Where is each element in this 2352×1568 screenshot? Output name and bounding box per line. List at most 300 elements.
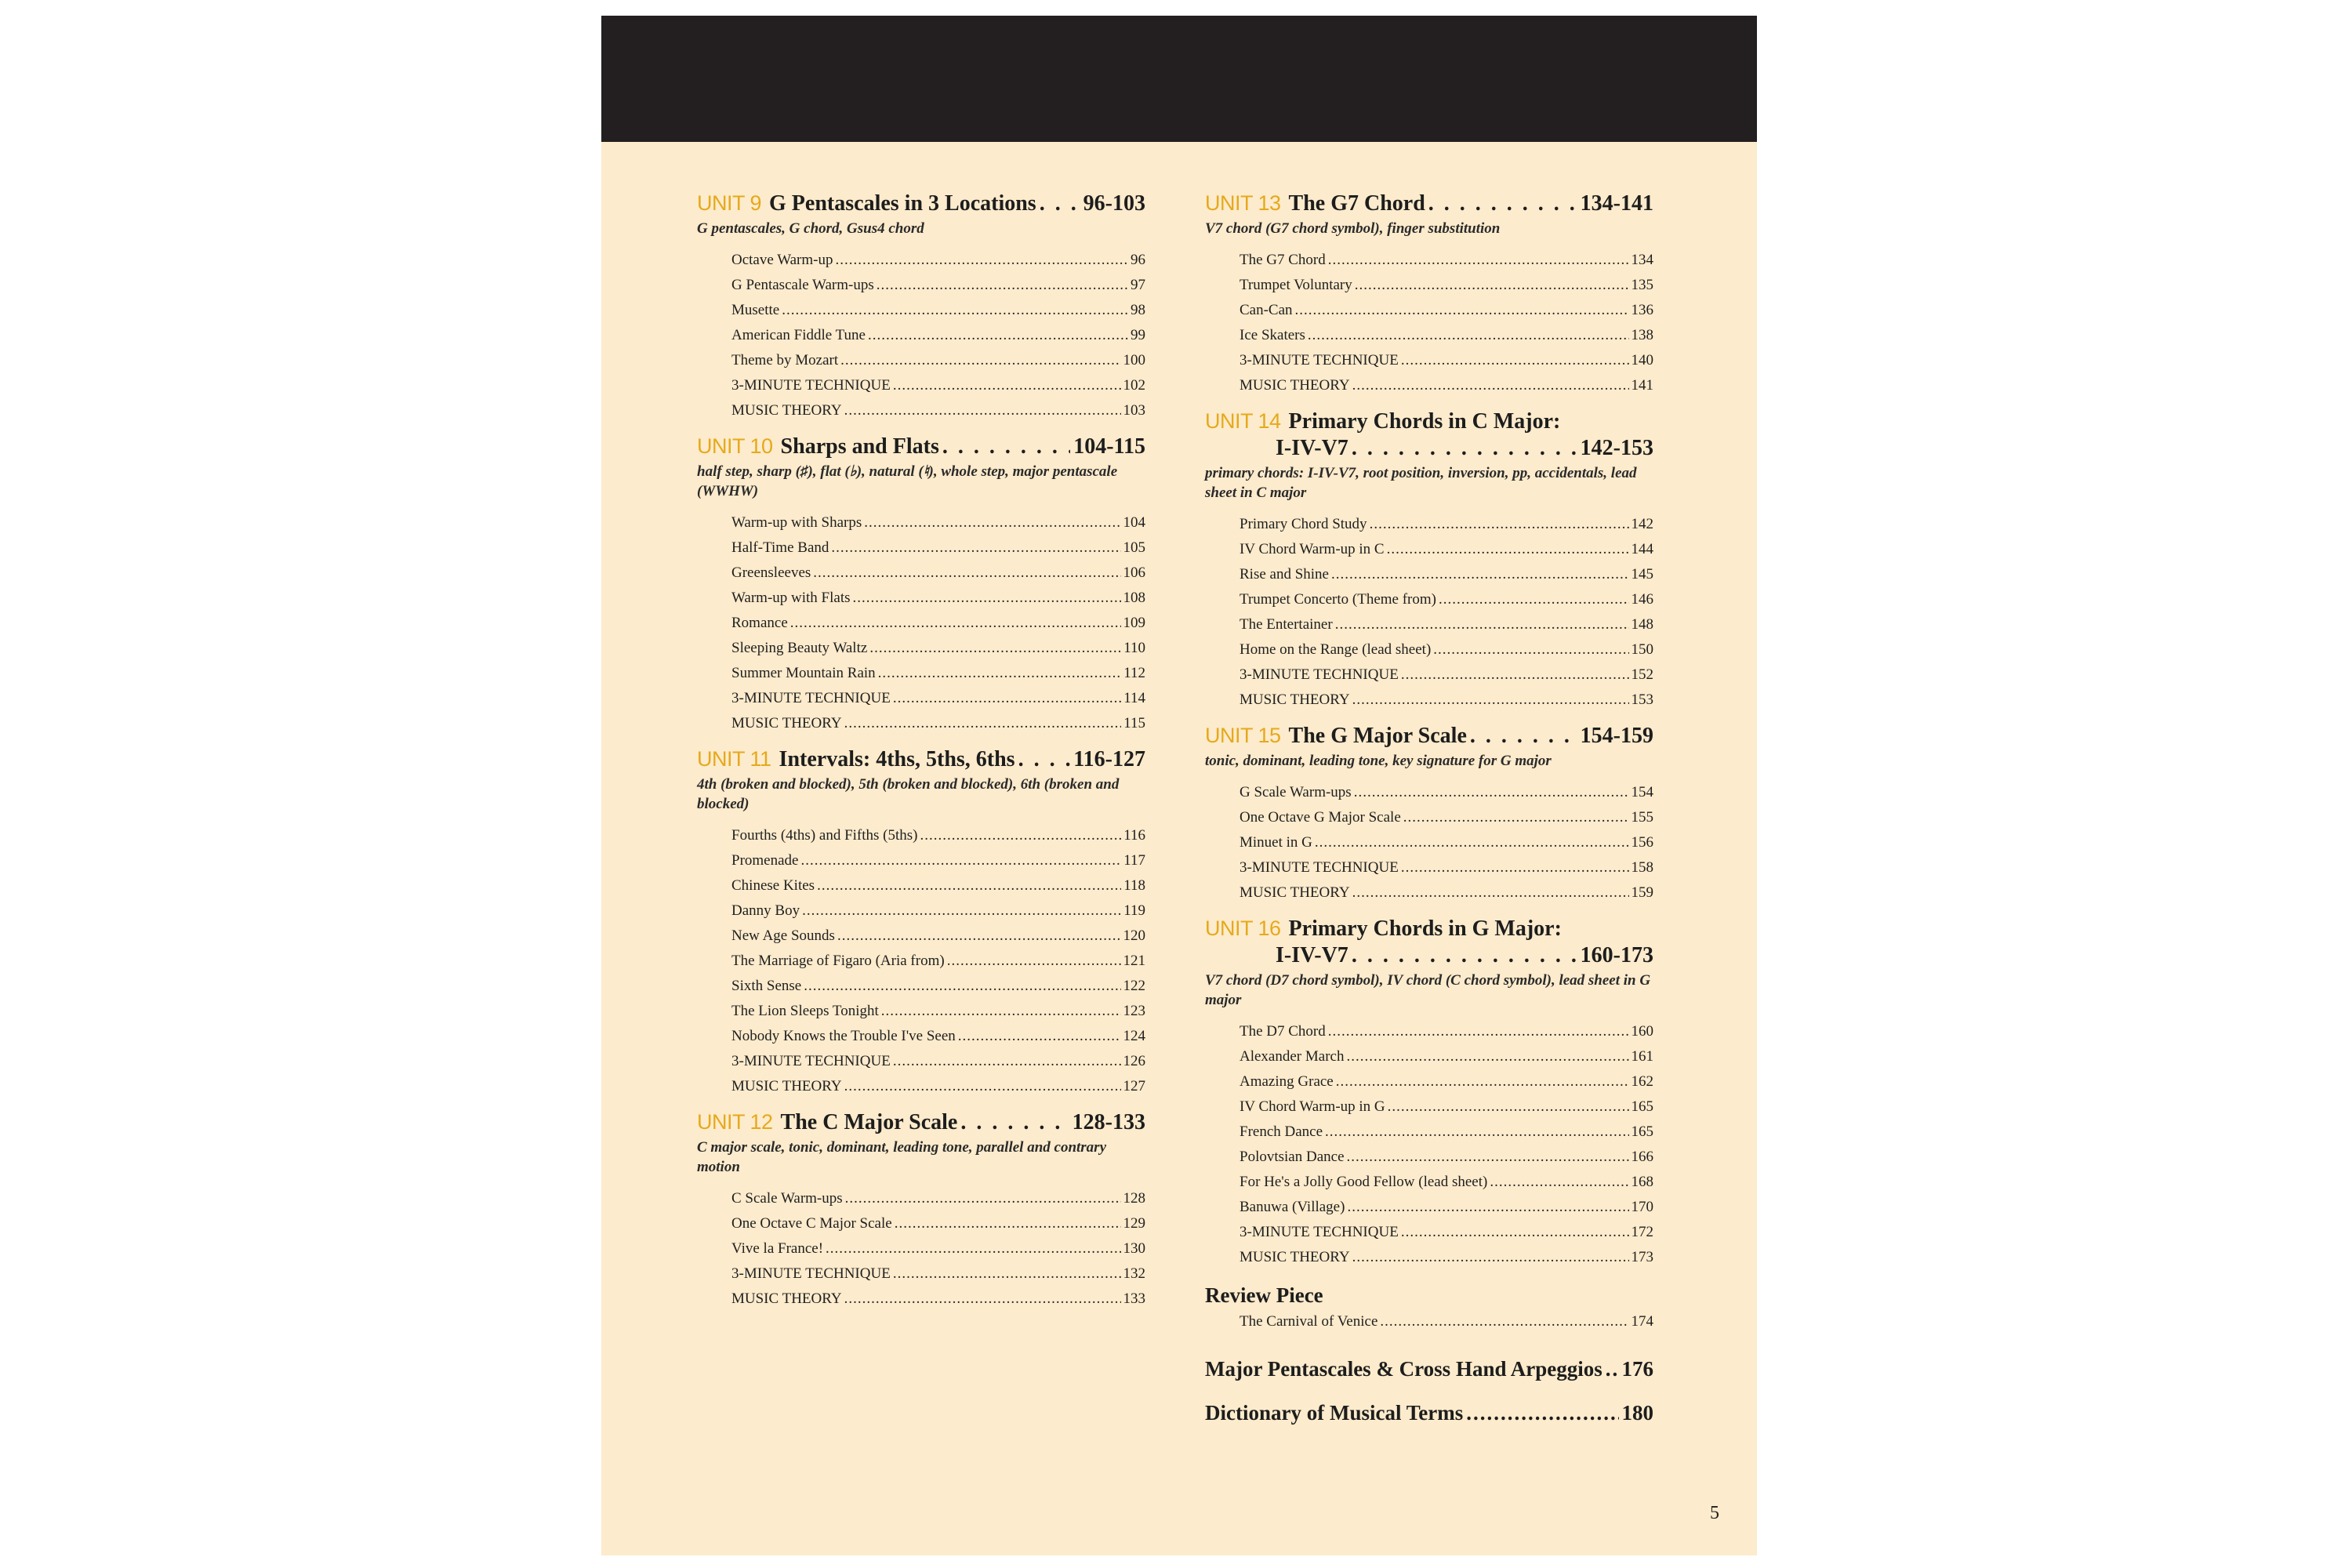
toc-entry[interactable] xyxy=(1240,612,1653,637)
dot-leader xyxy=(1401,348,1629,373)
toc-entry[interactable] xyxy=(731,848,1145,873)
entry-title: MUSIC THEORY xyxy=(731,1290,842,1307)
entry-page: 154 xyxy=(1631,784,1653,800)
toc-entry[interactable] xyxy=(731,1186,1145,1211)
entry-page: 150 xyxy=(1631,641,1653,658)
entry-title: MUSIC THEORY xyxy=(731,715,842,731)
entry-title: The G7 Chord xyxy=(1240,252,1326,268)
unit-section xyxy=(1205,722,1653,906)
entry-title: The Entertainer xyxy=(1240,616,1333,633)
toc-entry[interactable] xyxy=(731,949,1145,974)
dot-leader xyxy=(782,298,1128,323)
dot-leader xyxy=(1388,1094,1629,1120)
unit-section xyxy=(1205,915,1653,1270)
dot-leader xyxy=(844,1287,1121,1312)
unit-subtitle: tonic, dominant, leading tone, key signature for G major xyxy=(1205,753,1552,769)
unit-subtitle: 4th (broken and blocked), 5th (broken and blocked), 6th (broken and blocked) xyxy=(697,776,1120,812)
dot-leader xyxy=(853,586,1121,611)
entry-page: 142 xyxy=(1631,516,1653,532)
dot-leader xyxy=(844,398,1121,423)
appendix-title: Dictionary of Musical Terms xyxy=(1205,1401,1464,1425)
toc-entry[interactable] xyxy=(731,636,1145,661)
unit-label: UNIT 10 xyxy=(697,434,773,458)
entry-page: 127 xyxy=(1123,1078,1145,1094)
entry-title: Summer Mountain Rain xyxy=(731,665,876,681)
unit-heading[interactable] xyxy=(697,746,1145,773)
dot-leader xyxy=(1354,780,1629,805)
dot-leader xyxy=(958,1024,1121,1049)
unit-heading[interactable] xyxy=(697,433,1145,460)
entry-page: 155 xyxy=(1631,809,1653,826)
entry-title: Sixth Sense xyxy=(731,978,802,994)
dot-leader xyxy=(1370,512,1629,537)
entry-title: New Age Sounds xyxy=(731,927,835,944)
toc-entry[interactable] xyxy=(1240,273,1653,298)
toc-entry[interactable] xyxy=(1240,780,1653,805)
dot-leader xyxy=(960,1109,1069,1136)
entry-page: 98 xyxy=(1131,302,1145,318)
entry-page: 105 xyxy=(1123,539,1145,556)
dot-leader xyxy=(864,510,1120,535)
entry-page: 114 xyxy=(1123,690,1145,706)
entry-title: G Pentascale Warm-ups xyxy=(731,277,874,293)
entry-page: 115 xyxy=(1123,715,1145,731)
toc-entry[interactable] xyxy=(1240,805,1653,830)
toc-entry[interactable] xyxy=(731,823,1145,848)
dot-leader xyxy=(1325,1120,1628,1145)
dot-leader xyxy=(1347,1195,1628,1220)
dot-leader xyxy=(895,1211,1121,1236)
entry-title: G Scale Warm-ups xyxy=(1240,784,1352,800)
toc-entry[interactable] xyxy=(731,561,1145,586)
unit-title: Sharps and Flats xyxy=(780,434,939,459)
toc-entry[interactable] xyxy=(731,510,1145,535)
toc-entry[interactable] xyxy=(731,298,1145,323)
entry-page: 112 xyxy=(1123,665,1145,681)
dot-leader xyxy=(893,373,1121,398)
dot-leader xyxy=(1040,191,1080,217)
entry-page: 122 xyxy=(1123,978,1145,994)
entry-title: One Octave C Major Scale xyxy=(731,1215,892,1232)
toc-column-left xyxy=(697,190,1145,1321)
dot-leader xyxy=(837,924,1121,949)
dot-leader xyxy=(817,873,1121,898)
entry-title: For He's a Jolly Good Fellow (lead sheet) xyxy=(1240,1174,1488,1190)
toc-entry[interactable] xyxy=(1240,1145,1653,1170)
entry-title: 3-MINUTE TECHNIQUE xyxy=(731,377,891,394)
entry-title: Home on the Range (lead sheet) xyxy=(1240,641,1432,658)
entry-page: 162 xyxy=(1631,1073,1653,1090)
dot-leader xyxy=(1328,1019,1629,1044)
entry-page: 156 xyxy=(1631,834,1653,851)
dot-leader xyxy=(1335,612,1629,637)
toc-entry[interactable] xyxy=(1240,537,1653,562)
toc-entry[interactable] xyxy=(731,1261,1145,1287)
toc-entry[interactable] xyxy=(1240,1120,1653,1145)
toc-entry[interactable] xyxy=(1240,1170,1653,1195)
entry-page: 126 xyxy=(1123,1053,1145,1069)
entry-page: 108 xyxy=(1123,590,1145,606)
entry-title: 3-MINUTE TECHNIQUE xyxy=(731,1265,891,1282)
entry-page: 170 xyxy=(1631,1199,1653,1215)
dot-leader xyxy=(844,1074,1121,1099)
unit-title: The G7 Chord xyxy=(1288,191,1425,216)
entry-page: 146 xyxy=(1631,591,1653,608)
entry-page: 173 xyxy=(1631,1249,1653,1265)
entry-page: 134 xyxy=(1631,252,1653,268)
dot-leader xyxy=(1403,805,1629,830)
entry-page: 109 xyxy=(1123,615,1145,631)
entry-page: 140 xyxy=(1631,352,1653,368)
dot-leader xyxy=(826,1236,1120,1261)
entry-title: Chinese Kites xyxy=(731,877,815,894)
dot-leader xyxy=(1295,298,1629,323)
unit-section xyxy=(697,746,1145,1099)
entry-title: MUSIC THEORY xyxy=(1240,377,1350,394)
entry-page: 117 xyxy=(1123,852,1145,869)
toc-entry[interactable] xyxy=(1240,373,1653,398)
dot-leader xyxy=(878,661,1122,686)
entry-title: Trumpet Voluntary xyxy=(1240,277,1352,293)
toc-entry[interactable] xyxy=(731,535,1145,561)
unit-subtitle: C major scale, tonic, dominant, leading tone, parallel and contrary motion xyxy=(697,1139,1107,1175)
unit-section xyxy=(1205,190,1653,398)
toc-entry[interactable] xyxy=(1240,880,1653,906)
toc-entry[interactable] xyxy=(1240,587,1653,612)
entry-list xyxy=(1205,512,1653,713)
toc-entry[interactable] xyxy=(1240,662,1653,688)
dot-leader xyxy=(1470,723,1577,750)
appendix-page: 176 xyxy=(1621,1357,1653,1381)
dot-leader xyxy=(942,434,1070,460)
dot-leader xyxy=(790,611,1121,636)
toc-entry[interactable] xyxy=(1240,688,1653,713)
entry-title: 3-MINUTE TECHNIQUE xyxy=(731,690,891,706)
toc-entry[interactable] xyxy=(731,1024,1145,1049)
dot-leader xyxy=(947,949,1121,974)
entry-title: Vive la France! xyxy=(731,1240,824,1257)
entry-page: 128 xyxy=(1123,1190,1145,1207)
toc-entry[interactable] xyxy=(731,273,1145,298)
entry-page: 148 xyxy=(1631,616,1653,633)
dot-leader xyxy=(844,711,1122,736)
dot-leader xyxy=(893,1049,1121,1074)
entry-title: Half-Time Band xyxy=(731,539,829,556)
entry-title: Ice Skaters xyxy=(1240,327,1305,343)
dot-leader xyxy=(1355,273,1629,298)
unit-section xyxy=(697,190,1145,423)
appendix-title: Major Pentascales & Cross Hand Arpeggios xyxy=(1205,1357,1602,1381)
unit-section xyxy=(697,1109,1145,1312)
unit-label: UNIT 11 xyxy=(697,747,771,771)
toc-entry[interactable] xyxy=(731,1211,1145,1236)
entry-title: 3-MINUTE TECHNIQUE xyxy=(1240,666,1399,683)
appendix-entry[interactable] xyxy=(1205,1355,1653,1383)
entry-page: 97 xyxy=(1131,277,1145,293)
unit-pages: 154-159 xyxy=(1580,724,1653,748)
entry-title: IV Chord Warm-up in G xyxy=(1240,1098,1385,1115)
entry-title: MUSIC THEORY xyxy=(731,1078,842,1094)
toc-entry[interactable] xyxy=(1240,512,1653,537)
toc-entry[interactable] xyxy=(731,661,1145,686)
entry-list xyxy=(697,823,1145,1099)
toc-entry[interactable] xyxy=(1240,348,1653,373)
entry-title: Octave Warm-up xyxy=(731,252,833,268)
toc-entry[interactable] xyxy=(1240,1220,1653,1245)
dot-leader xyxy=(840,348,1120,373)
entry-title: French Dance xyxy=(1240,1123,1323,1140)
toc-entry[interactable] xyxy=(1240,248,1653,273)
dot-leader xyxy=(1018,746,1071,773)
entry-page: 104 xyxy=(1123,514,1145,531)
toc-entry[interactable] xyxy=(731,999,1145,1024)
dot-leader xyxy=(1346,1044,1628,1069)
entry-title: American Fiddle Tune xyxy=(731,327,866,343)
dot-leader xyxy=(920,823,1122,848)
entry-page: 138 xyxy=(1631,327,1653,343)
toc-entry[interactable] xyxy=(731,686,1145,711)
entry-page: 132 xyxy=(1123,1265,1145,1282)
entry-list xyxy=(697,510,1145,736)
unit-pages: 142-153 xyxy=(1580,436,1653,460)
entry-title: Primary Chord Study xyxy=(1240,516,1367,532)
unit-heading[interactable] xyxy=(1205,722,1653,750)
dot-leader xyxy=(1606,1355,1619,1383)
entry-page: 96 xyxy=(1131,252,1145,268)
unit-subtitle: V7 chord (D7 chord symbol), IV chord (C chord symbol), lead sheet in G major xyxy=(1205,972,1651,1008)
toc-entry[interactable] xyxy=(1240,1309,1653,1334)
entry-title: MUSIC THEORY xyxy=(1240,884,1350,901)
appendix-entry[interactable] xyxy=(1205,1399,1653,1427)
unit-heading[interactable] xyxy=(1205,408,1653,462)
entry-list xyxy=(1205,1019,1653,1270)
toc-entry[interactable] xyxy=(731,873,1145,898)
entry-title: Nobody Knows the Trouble I've Seen xyxy=(731,1028,956,1044)
dot-leader xyxy=(1315,830,1629,855)
dot-leader xyxy=(800,848,1121,873)
entry-page: 153 xyxy=(1631,691,1653,708)
entry-page: 133 xyxy=(1123,1290,1145,1307)
toc-entry[interactable] xyxy=(1240,1245,1653,1270)
toc-entry[interactable] xyxy=(1240,562,1653,587)
dot-leader xyxy=(877,273,1128,298)
dot-leader xyxy=(1347,1145,1629,1170)
dot-leader xyxy=(1331,562,1629,587)
unit-label: UNIT 15 xyxy=(1205,724,1281,747)
unit-title: G Pentascales in 3 Locations xyxy=(769,191,1036,216)
dot-leader xyxy=(802,898,1121,924)
unit-pages: 128-133 xyxy=(1072,1110,1145,1134)
entry-page: 144 xyxy=(1631,541,1653,557)
entry-list xyxy=(697,248,1145,423)
entry-title: 3-MINUTE TECHNIQUE xyxy=(1240,1224,1399,1240)
unit-section xyxy=(697,433,1145,736)
toc-entry[interactable] xyxy=(731,611,1145,636)
unit-pages: 96-103 xyxy=(1083,191,1145,216)
toc-entry[interactable] xyxy=(1240,1019,1653,1044)
entry-title: Romance xyxy=(731,615,788,631)
toc-entry[interactable] xyxy=(1240,830,1653,855)
dot-leader xyxy=(881,999,1121,1024)
dot-leader xyxy=(1401,855,1629,880)
entry-title: The Carnival of Venice xyxy=(1240,1313,1378,1330)
entry-page: 99 xyxy=(1131,327,1145,343)
toc-entry[interactable] xyxy=(731,1236,1145,1261)
unit-label: UNIT 13 xyxy=(1205,191,1281,215)
entry-page: 152 xyxy=(1631,666,1653,683)
unit-subtitle: G pentascales, G chord, Gsus4 chord xyxy=(697,220,924,237)
unit-heading[interactable] xyxy=(697,190,1145,217)
toc-entry[interactable] xyxy=(1240,855,1653,880)
toc-entry[interactable] xyxy=(731,1074,1145,1099)
entry-title: IV Chord Warm-up in C xyxy=(1240,541,1385,557)
unit-heading[interactable] xyxy=(1205,190,1653,217)
unit-subtitle: primary chords: I-IV-V7, root position, inversion, pp, accidentals, lead sheet in C major xyxy=(1205,465,1637,501)
unit-pages: 160-173 xyxy=(1580,943,1653,967)
entry-title: Theme by Mozart xyxy=(731,352,839,368)
entry-page: 141 xyxy=(1631,377,1653,394)
page-number: 5 xyxy=(1710,1503,1719,1523)
unit-title: Intervals: 4ths, 5ths, 6ths xyxy=(779,747,1015,771)
entry-title: C Scale Warm-ups xyxy=(731,1190,843,1207)
toc-entry[interactable] xyxy=(731,373,1145,398)
entry-title: MUSIC THEORY xyxy=(1240,691,1350,708)
toc-column-right xyxy=(1205,190,1653,1427)
entry-page: 145 xyxy=(1631,566,1653,583)
dot-leader xyxy=(1328,248,1629,273)
unit-heading-line xyxy=(1205,408,1653,435)
entry-page: 165 xyxy=(1631,1098,1653,1115)
toc-entry[interactable] xyxy=(1240,637,1653,662)
unit-label: UNIT 9 xyxy=(697,191,762,215)
unit-pages: 134-141 xyxy=(1580,191,1653,216)
toc-entry[interactable] xyxy=(731,974,1145,999)
unit-heading-line xyxy=(1205,435,1653,462)
unit-heading-line xyxy=(1205,942,1653,969)
dot-leader xyxy=(1352,1245,1629,1270)
entry-title: 3-MINUTE TECHNIQUE xyxy=(1240,859,1399,876)
toc-entry[interactable] xyxy=(731,398,1145,423)
entry-title: 3-MINUTE TECHNIQUE xyxy=(731,1053,891,1069)
dot-leader xyxy=(845,1186,1121,1211)
entry-page: 130 xyxy=(1123,1240,1145,1257)
dot-leader xyxy=(813,561,1120,586)
toc-entry[interactable] xyxy=(731,323,1145,348)
entry-page: 159 xyxy=(1631,884,1653,901)
entry-page: 174 xyxy=(1631,1313,1653,1330)
unit-title: Primary Chords in G Major: xyxy=(1288,916,1562,941)
entry-page: 136 xyxy=(1631,302,1653,318)
entry-page: 103 xyxy=(1123,402,1145,419)
toc-entry[interactable] xyxy=(731,1287,1145,1312)
dot-leader xyxy=(1439,587,1629,612)
entry-page: 121 xyxy=(1123,953,1145,969)
entry-page: 129 xyxy=(1123,1215,1145,1232)
entry-page: 124 xyxy=(1123,1028,1145,1044)
entry-title: Banuwa (Village) xyxy=(1240,1199,1345,1215)
unit-label: UNIT 14 xyxy=(1205,409,1281,433)
unit-heading-line xyxy=(1205,915,1653,942)
entry-list xyxy=(1205,248,1653,398)
toc-entry[interactable] xyxy=(731,924,1145,949)
toc-entry[interactable] xyxy=(1240,1195,1653,1220)
dot-leader xyxy=(1352,880,1629,906)
unit-title-continued: I-IV-V7 xyxy=(1276,943,1348,967)
entry-title: Amazing Grace xyxy=(1240,1073,1334,1090)
unit-subtitle: half step, sharp (♯), flat (♭), natural (♮), whole step, major pentascale (WWHW) xyxy=(697,463,1118,499)
book-page xyxy=(601,16,1757,1555)
dot-leader xyxy=(893,686,1121,711)
unit-heading[interactable] xyxy=(1205,915,1653,969)
toc-entry[interactable] xyxy=(731,1049,1145,1074)
toc-entry[interactable] xyxy=(1240,323,1653,348)
unit-pages: 104-115 xyxy=(1073,434,1145,459)
entry-page: 106 xyxy=(1123,564,1145,581)
entry-title: Musette xyxy=(731,302,780,318)
toc-entry[interactable] xyxy=(731,898,1145,924)
toc-entry[interactable] xyxy=(731,586,1145,611)
appendix-section xyxy=(1205,1355,1653,1427)
toc-entry[interactable] xyxy=(731,248,1145,273)
entry-page: 168 xyxy=(1631,1174,1653,1190)
entry-page: 165 xyxy=(1631,1123,1653,1140)
entry-page: 172 xyxy=(1631,1224,1653,1240)
entry-title: Warm-up with Sharps xyxy=(731,514,862,531)
unit-label: UNIT 12 xyxy=(697,1110,773,1134)
entry-title: Alexander March xyxy=(1240,1048,1345,1065)
entry-title: MUSIC THEORY xyxy=(731,402,842,419)
entry-page: 110 xyxy=(1123,640,1145,656)
entry-page: 160 xyxy=(1631,1023,1653,1040)
toc-entry[interactable] xyxy=(1240,1044,1653,1069)
dot-leader xyxy=(1401,662,1629,688)
entry-title: Polovtsian Dance xyxy=(1240,1149,1345,1165)
unit-section xyxy=(1205,408,1653,713)
toc-entry[interactable] xyxy=(1240,298,1653,323)
unit-heading[interactable] xyxy=(697,1109,1145,1136)
unit-pages: 116-127 xyxy=(1073,747,1145,771)
entry-title: Danny Boy xyxy=(731,902,800,919)
entry-title: The D7 Chord xyxy=(1240,1023,1326,1040)
unit-title-continued: I-IV-V7 xyxy=(1276,436,1348,460)
appendix-page: 180 xyxy=(1621,1401,1653,1425)
dot-leader xyxy=(1380,1309,1628,1334)
header-band xyxy=(601,16,1757,142)
entry-title: Sleeping Beauty Waltz xyxy=(731,640,868,656)
entry-title: The Marriage of Figaro (Aria from) xyxy=(731,953,945,969)
dot-leader xyxy=(1466,1399,1618,1427)
dot-leader xyxy=(804,974,1120,999)
entry-title: MUSIC THEORY xyxy=(1240,1249,1350,1265)
toc-entry[interactable] xyxy=(1240,1069,1653,1094)
entry-title: Fourths (4ths) and Fifths (5ths) xyxy=(731,827,918,844)
dot-leader xyxy=(1401,1220,1629,1245)
toc-entry[interactable] xyxy=(1240,1094,1653,1120)
entry-title: 3-MINUTE TECHNIQUE xyxy=(1240,352,1399,368)
toc-entry[interactable] xyxy=(731,348,1145,373)
dot-leader xyxy=(1308,323,1629,348)
dot-leader xyxy=(835,248,1128,273)
dot-leader xyxy=(1490,1170,1628,1195)
entry-title: Trumpet Concerto (Theme from) xyxy=(1240,591,1436,608)
dot-leader xyxy=(1336,1069,1629,1094)
toc-entry[interactable] xyxy=(731,711,1145,736)
entry-page: 158 xyxy=(1631,859,1653,876)
entry-list xyxy=(697,1186,1145,1312)
entry-title: The Lion Sleeps Tonight xyxy=(731,1003,879,1019)
dot-leader xyxy=(1433,637,1628,662)
entry-page: 102 xyxy=(1123,377,1145,394)
